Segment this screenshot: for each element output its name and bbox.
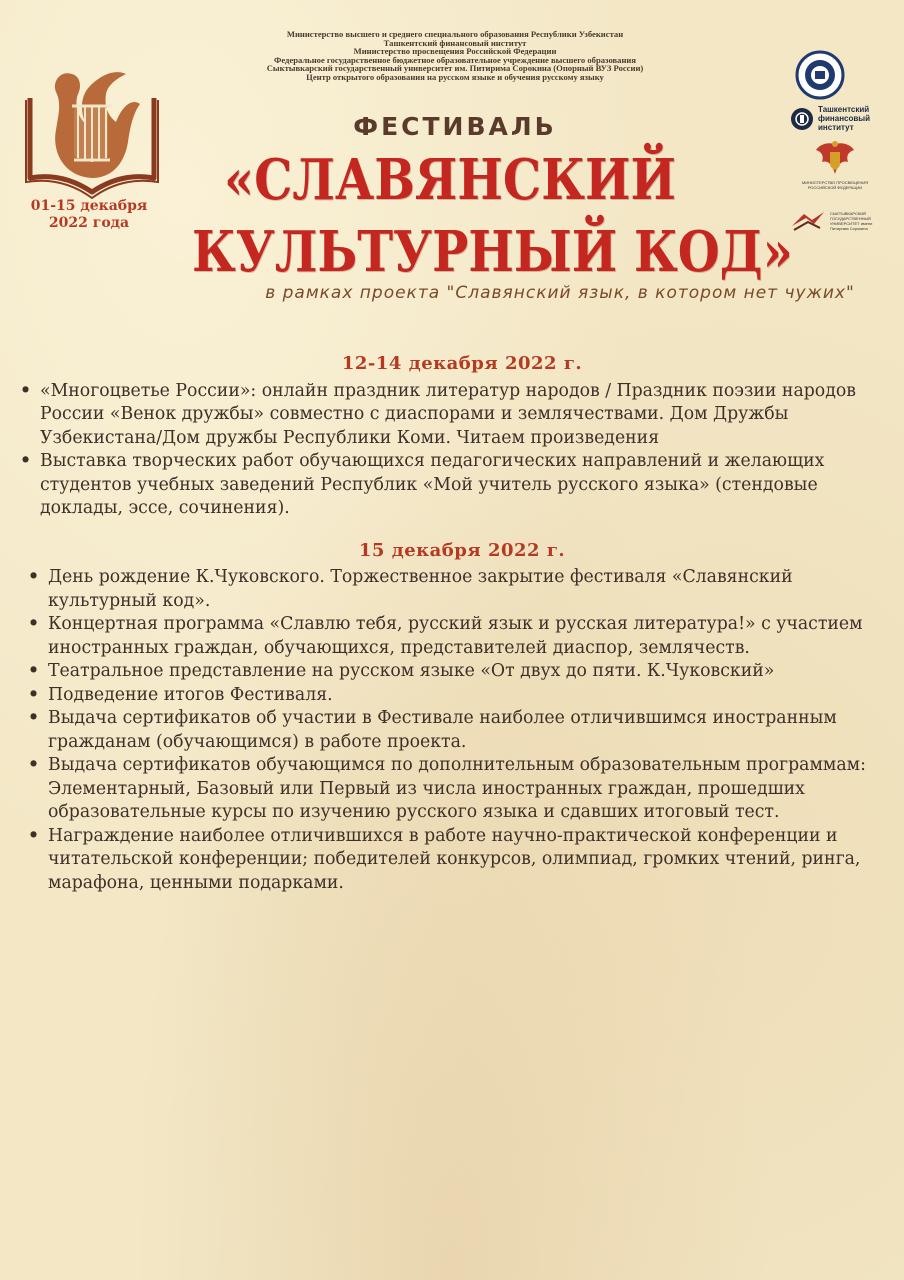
title-line-2: КУЛЬТУРНЫЙ КОД» xyxy=(192,219,793,285)
syktsu-logo-icon xyxy=(790,210,826,232)
list-item: • Выдача сертификатов обучающимся по дополнительным образовательным программам: Элементарный, Базовый или Первый из числа иностранных граждан, прошедших образовательные курсы по изучению русского языка и сдавших итоговый тест. xyxy=(14,754,898,825)
section-date: 12-14 декабря 2022 г. xyxy=(341,353,583,374)
partner-4 xyxy=(790,210,900,232)
header-line: Центр открытого образования на русском языке и обучения русскому языку xyxy=(306,71,604,82)
header-line: Министерство высшего и среднего специального образования Республики Узбекистан xyxy=(286,29,624,39)
partner-1 xyxy=(790,50,850,100)
tfi-label-line: финансовый xyxy=(818,114,871,123)
minpros-label: МИНИСТЕРСТВО ПРОСВЕЩЕНИЯ РОССИЙСКОЙ ФЕДЕРАЦИИ xyxy=(801,180,869,190)
program-content xyxy=(14,352,898,895)
tfi-label-line: Ташкентский xyxy=(818,105,870,114)
header-line: Сыктывкарский государственный университет им. Питирима Сорокина (Опорный ВУЗ России) xyxy=(266,63,644,74)
list-item: • Выдача сертификатов об участии в Фестивале наиболее отличившимся иностранным гражданам (обучающимся) в работе проекта. xyxy=(14,707,898,754)
list-item: • Награждение наиболее отличившихся в работе научно-практической конференции и читательской конференции; победителей конкурсов, олимпиад, громких чтений, ринга, марафона, ценными подарками. xyxy=(14,825,898,896)
section-list xyxy=(14,380,898,521)
dates-line-2: 2022 года xyxy=(48,215,130,231)
list-item: • Театральное представление на русском языке «От двух до пяти. К.Чуковский» xyxy=(14,660,898,684)
list-item: • День рождение К.Чуковского. Торжественное закрытие фестиваля «Славянский культурный код». xyxy=(14,566,898,613)
header-line: Федеральное государственное бюджетное образовательное учреждение высшего образования xyxy=(273,54,637,65)
list-item: • «Многоцветье России»: онлайн праздник литератур народов / Праздник поэзии народов России «Венок дружбы» совместно с диаспорами и землячествами. Дом Дружбы Узбекистана/Дом дружбы Республики Коми. Читаем произведения xyxy=(14,380,898,451)
syktsu-label: СЫКТЫВКАРСКИЙ ГОСУДАРСТВЕННЫЙ УНИВЕРСИТЕТ имени Питирима Сорокина xyxy=(830,211,873,231)
list-item: • Концертная программа «Славлю тебя, русский язык и русская литература!» с участием иностранных граждан, обучающихся, представителей диаспор, землячеств. xyxy=(14,613,898,660)
partner-logos xyxy=(790,50,900,250)
title-line-1: «СЛАВЯНСКИЙ xyxy=(223,147,677,213)
partner-2 xyxy=(790,105,900,132)
lyre-book-icon xyxy=(22,60,162,200)
festival-label: ФЕСТИВАЛЬ xyxy=(353,112,557,141)
tfi-emblem-icon xyxy=(790,107,814,131)
dates-line-1: 01-15 декабря xyxy=(30,198,148,214)
header-organizations xyxy=(200,30,710,82)
university-seal-icon xyxy=(795,50,845,100)
header-line: Ташкентский финансовый институт xyxy=(383,37,527,48)
subtitle: в рамках проекта "Славянский язык, в котором нет чужих" xyxy=(265,283,855,303)
tfi-label-line: институт xyxy=(818,123,854,132)
section-list xyxy=(14,566,898,895)
coat-of-arms-icon xyxy=(814,140,856,178)
partner-3 xyxy=(790,140,880,190)
tfi-label xyxy=(818,105,870,132)
list-item: • Выставка творческих работ обучающихся педагогических направлений и желающих студентов учебных заведений Республик «Мой учитель русского языка» (стендовые доклады, эссе, сочинения). xyxy=(14,450,898,521)
festival-dates xyxy=(14,198,164,232)
section-date: 15 декабря 2022 г. xyxy=(358,539,566,561)
header-line: Министерство просвещения Российской Федерации xyxy=(353,46,557,57)
list-item: • Подведение итогов Фестиваля. xyxy=(14,684,898,708)
